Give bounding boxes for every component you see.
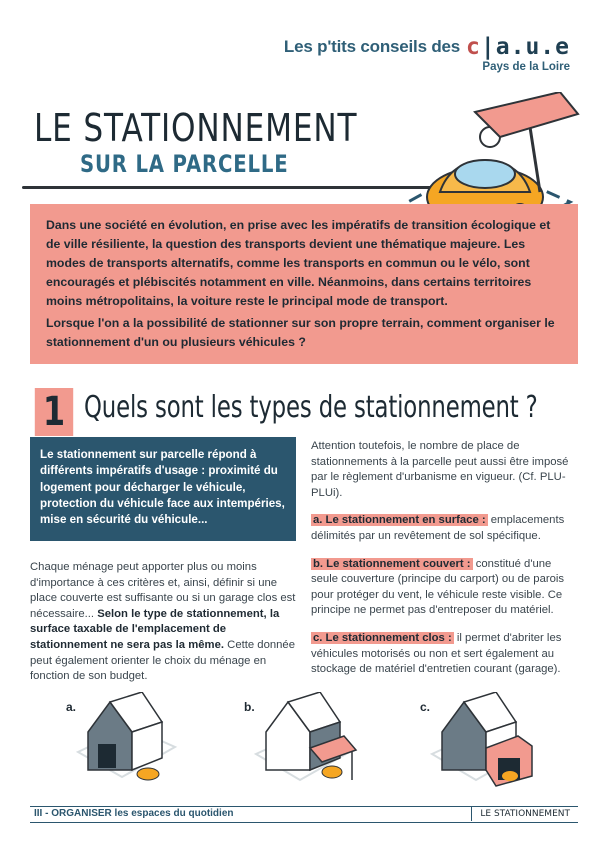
- highlight-box: [30, 437, 296, 541]
- type-text-b: constitué d'une seule couverture (principe du carport) ou de parois pour protéger du vent, le véhicule reste visible. Ce principe ne permet pas d'entreposer du matériel.: [311, 557, 565, 617]
- left-text-2: Cette donnée peut également orienter le choix du ménage en fonction de son budget.: [30, 638, 295, 683]
- brand-region: Pays de la Loire: [482, 61, 570, 73]
- right-column: [311, 439, 573, 690]
- footer-section-label: III - ORGANISER les espaces du quotidien: [34, 808, 234, 819]
- page-footer: [30, 806, 578, 823]
- type-text-c: il permet d'abriter les véhicules motorisés ou non et sert également au stockage de matériel d'entretien courant (garage).: [311, 631, 562, 676]
- left-text-bold: Selon le type de stationnement, la surface taxable de l'emplacement de stationnement ne sera pas la même.: [30, 607, 280, 651]
- logo-c: c: [466, 34, 481, 60]
- type-tag-a: a. Le stationnement en surface :: [313, 514, 486, 527]
- intro-paragraph-2: Lorsque l'on a la possibilité de stationner sur son propre terrain, comment organiser le stationnement d'un ou plusieurs véhicules ?: [46, 316, 555, 349]
- house-carport-icon: [248, 692, 358, 792]
- parking-types-illustrations: [0, 692, 600, 792]
- type-item-c: [311, 631, 573, 678]
- brand-tagline: Les p'tits conseils des: [283, 37, 461, 56]
- illustration-label-c: c.: [420, 700, 431, 714]
- section-number: 1: [35, 388, 73, 436]
- right-intro: Attention toutefois, le nombre de place de stationnements à la parcelle peut aussi être imposé par le règlement d'urbanisme en vigueur. (Cf. PLU-PLUi).: [311, 440, 569, 499]
- page-title: LE STATIONNEMENT: [34, 106, 358, 150]
- left-text-1: Chaque ménage peut apporter plus ou moins d'importance à ces critères et, ainsi, définir si une place couverte est suffisante ou si un garage clos est nécessaire...: [30, 561, 296, 620]
- section-title: Quels sont les types de stationnement ?: [84, 390, 538, 425]
- illustration-label-b: b.: [244, 700, 255, 714]
- highlight-text: Le stationnement sur parcelle répond à différents impératifs d'usage : proximité du logement pour décharger le véhicule, protection du véhicule face aux intempéries, mise en sécurité du véhicule...: [40, 448, 285, 527]
- type-item-a: [311, 513, 573, 544]
- page-subtitle: SUR LA PARCELLE: [80, 150, 289, 178]
- type-text-a: emplacements délimités par un revêtement de sol spécifique.: [311, 514, 565, 542]
- illustration-label-a: a.: [66, 700, 77, 714]
- type-tag-b: b. Le stationnement couvert :: [313, 557, 471, 570]
- left-column-text: [30, 560, 296, 685]
- intro-box: [30, 204, 578, 364]
- house-garage-icon: [424, 692, 534, 792]
- type-tag-c: c. Le stationnement clos :: [313, 631, 452, 644]
- house-surface-parking-icon: [70, 692, 180, 792]
- type-item-b: [311, 557, 573, 619]
- logo-rest: |a.u.e: [480, 34, 570, 60]
- caue-logo: [466, 34, 570, 60]
- brand-line: [284, 34, 570, 60]
- footer-topic-label: LE STATIONNEMENT: [471, 807, 578, 821]
- brand-header: [284, 34, 570, 73]
- intro-paragraph-1: Dans une société en évolution, en prise avec les impératifs de transition écologique et de ville résiliente, la question des transports devient une thématique majeure. Les modes de transports alternatifs, comme les transports en commun ou le vélo, sont encouragés et plébiscités notamment en ville. Néanmoins, dans certains territoires moins métropolitains, la voiture reste le principal mode de transport.: [46, 218, 551, 308]
